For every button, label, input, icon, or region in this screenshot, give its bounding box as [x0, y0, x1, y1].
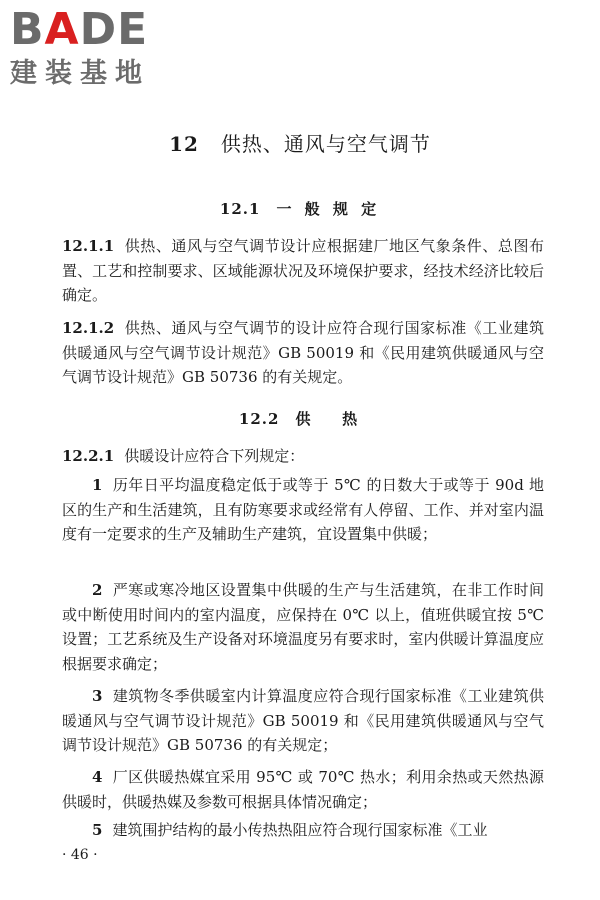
- list-item: [62, 765, 544, 814]
- clause-number: 12.1.1: [62, 237, 115, 255]
- clause-text: 供热、通风与空气调节的设计应符合现行国家标准《工业建筑供暖通风与空气调节设计规范》GB 50019 和《民用建筑供暖通风与空气调节设计规范》GB 50736 的有关规定。: [62, 319, 544, 386]
- section-number: 12.1: [219, 200, 261, 218]
- chapter-title-text: 供热、通风与空气调节: [220, 132, 431, 156]
- item-number: 4: [92, 768, 103, 786]
- clause-paragraph: [62, 234, 544, 308]
- chapter-title: [0, 128, 600, 157]
- item-text: 历年日平均温度稳定低于或等于 5℃ 的日数大于或等于 90d 地区的生产和生活建筑，且有防寒要求或经常有人停留、工作、并对室内温度有一定要求的生产及辅助生产建筑，宜设置集中供暖；: [62, 476, 544, 543]
- list-item: [62, 818, 544, 843]
- section-title-text: 一 般 规 定: [276, 200, 381, 218]
- clause-number: 12.2.1: [62, 447, 115, 465]
- list-item: [62, 473, 544, 547]
- item-text: 建筑围护结构的最小传热热阻应符合现行国家标准《工业: [112, 821, 488, 839]
- section-title-text: 供 热: [295, 410, 362, 428]
- item-text: 严寒或寒冷地区设置集中供暖的生产与生活建筑，在非工作时间或中断使用时间内的室内温度，应保持在 0℃ 以上，值班供暖宜按 5℃ 设置；工艺系统及生产设备对环境温度另有要求时，室内供暖计算温度应根据要求确定；: [62, 581, 544, 673]
- item-number: 2: [92, 581, 103, 599]
- clause-text: 供暖设计应符合下列规定：: [124, 447, 305, 465]
- clause-paragraph: [62, 444, 544, 469]
- clause-text: 供热、通风与空气调节设计应根据建厂地区气象条件、总图布置、工艺和控制要求、区域能源状况及环境保护要求，经技术经济比较后确定。: [62, 237, 544, 304]
- logo-tagline: 建装基地: [10, 58, 150, 89]
- section-title: [0, 198, 600, 219]
- clause-paragraph: [62, 316, 544, 390]
- chapter-number: 12: [169, 132, 199, 156]
- clause-number: 12.1.2: [62, 319, 115, 337]
- logo-wordmark: BADE: [10, 4, 149, 55]
- item-number: 3: [92, 687, 103, 705]
- item-number: 1: [92, 476, 103, 494]
- item-text: 建筑物冬季供暖室内计算温度应符合现行国家标准《工业建筑供暖通风与空气调节设计规范》GB 50019 和《民用建筑供暖通风与空气调节设计规范》GB 50736 的有关规定；: [62, 687, 544, 754]
- brand-logo: [10, 6, 190, 92]
- section-title: [0, 408, 600, 429]
- item-number: 5: [92, 821, 103, 839]
- page-number: · 46 ·: [62, 847, 98, 863]
- item-text: 厂区供暖热媒宜采用 95℃ 或 70℃ 热水；利用余热或天然热源供暖时，供暖热媒及参数可根据具体情况确定；: [62, 768, 544, 811]
- list-item: [62, 684, 544, 758]
- section-number: 12.2: [238, 410, 280, 428]
- list-item: [62, 578, 544, 676]
